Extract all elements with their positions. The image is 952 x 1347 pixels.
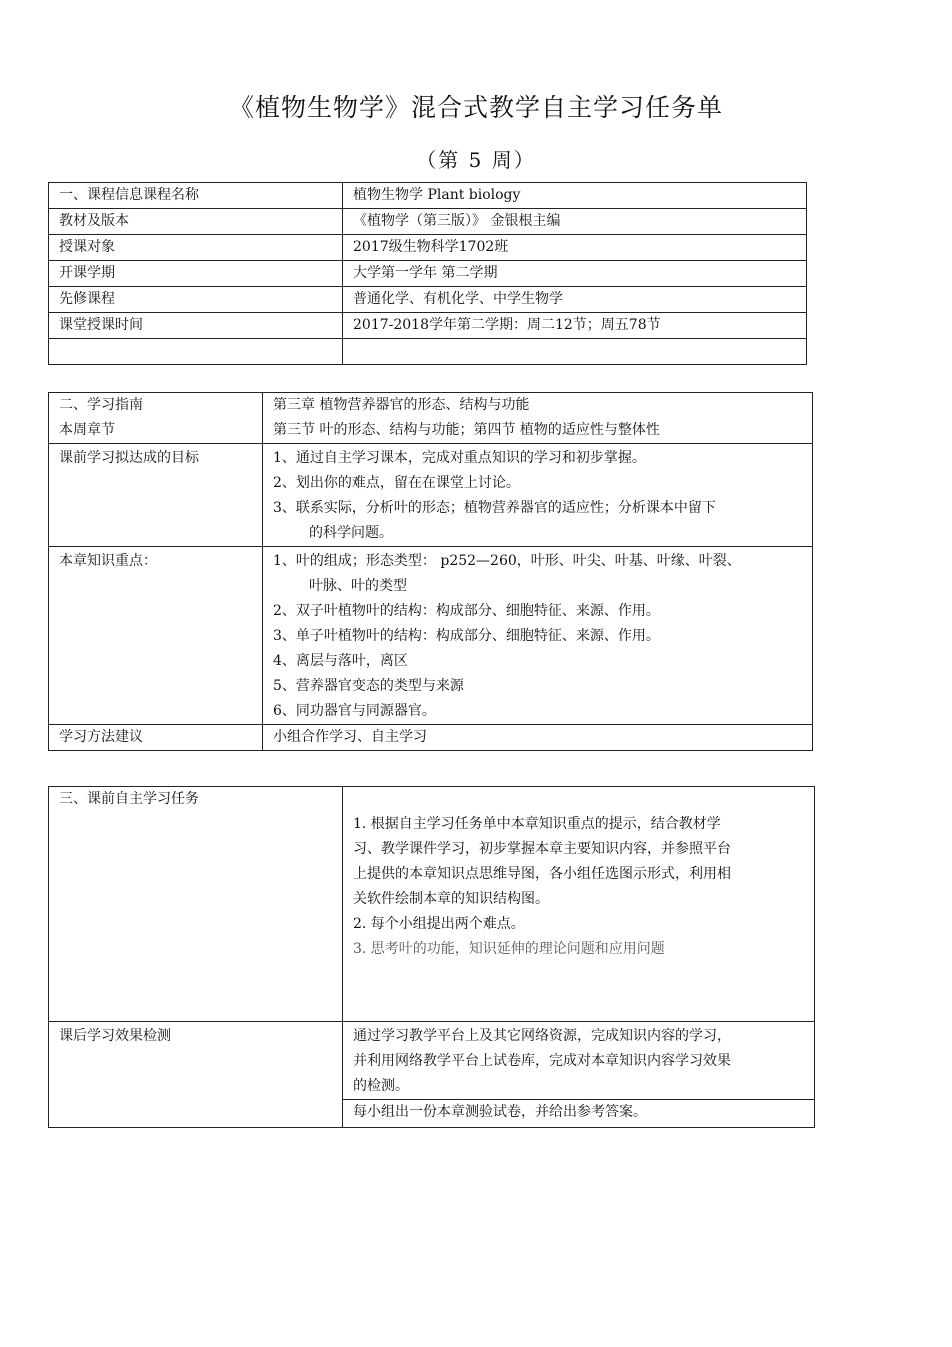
study-guide-table: [48, 392, 813, 751]
post-class-extra: 每小组出一份本章测验试卷，并给出参考答案。: [343, 1100, 815, 1128]
list-item: 3、联系实际，分析叶的形态；植物营养器官的适应性；分析课本中留下: [273, 500, 716, 516]
table-row: [49, 444, 813, 547]
class-time-value: 2017-2018学年第二学期：周二12节；周五78节: [343, 313, 807, 339]
textbook-value: 《植物学（第三版）》 金银根主编: [343, 209, 807, 235]
audience-label: 授课对象: [49, 235, 343, 261]
table-row: [49, 725, 813, 751]
list-item: 叶脉、叶的类型: [309, 578, 407, 594]
semester-label: 开课学期: [49, 261, 343, 287]
list-item: 3. 思考叶的功能，知识延伸的理论问题和应用问题: [353, 941, 665, 957]
tasks-table: [48, 786, 815, 1128]
week-chapter-label: 本周章节: [59, 422, 115, 438]
list-item: 习、教学课件学习，初步掌握本章主要知识内容，并参照平台: [353, 841, 731, 857]
week-subtitle: （第 5 周）: [416, 148, 536, 172]
post-class-label: 课后学习效果检测: [49, 1022, 343, 1128]
table-row: [49, 1022, 815, 1100]
list-item: 的科学问题。: [309, 525, 393, 541]
chapter-value-cell: [263, 393, 813, 444]
list-item: 2. 每个小组提出两个难点。: [353, 916, 525, 932]
table-row: [49, 547, 813, 725]
method-label: 学习方法建议: [49, 725, 263, 751]
list-item: 1、叶的组成；形态类型： p252—260，叶形、叶尖、叶基、叶缘、叶裂、: [273, 553, 741, 569]
list-item: 关软件绘制本章的知识结构图。: [353, 891, 549, 907]
goals-cell: [263, 444, 813, 547]
class-time-label: 课堂授课时间: [49, 313, 343, 339]
table-row: [49, 787, 815, 1022]
list-item: 2、双子叶植物叶的结构：构成部分、细胞特征、来源、作用。: [273, 603, 660, 619]
list-item: 并利用网络教学平台上试卷库，完成对本章知识内容学习效果: [353, 1053, 731, 1069]
page-title: 《植物生物学》混合式教学自主学习任务单: [228, 93, 723, 122]
course-name-value: 植物生物学 Plant biology: [343, 183, 807, 209]
empty-cell: [49, 339, 343, 365]
guide-label: 二、学习指南: [59, 397, 143, 413]
chapter-label-cell: [49, 393, 263, 444]
list-item: 2、划出你的难点，留在在课堂上讨论。: [273, 475, 520, 491]
table-row: [49, 209, 807, 235]
list-item: 上提供的本章知识点思维导图，各小组任选图示形式，利用相: [353, 866, 731, 882]
prerequisite-value: 普通化学、有机化学、中学生物学: [343, 287, 807, 313]
post-class-tasks-cell: [343, 1022, 815, 1100]
course-info-table: [48, 182, 807, 365]
list-item: 6、同功器官与同源器官。: [273, 703, 436, 719]
table-row: [49, 339, 807, 365]
table-row: [49, 183, 807, 209]
chapter-title: 第三章 植物营养器官的形态、结构与功能: [273, 397, 530, 413]
pre-class-label: 三、课前自主学习任务: [49, 787, 343, 1022]
list-item: 1. 根据自主学习任务单中本章知识重点的提示，结合教材学: [353, 816, 721, 832]
section-titles: 第三节 叶的形态、结构与功能；第四节 植物的适应性与整体性: [273, 422, 660, 438]
list-item: 的检测。: [353, 1078, 409, 1094]
textbook-label: 教材及版本: [49, 209, 343, 235]
pre-class-tasks-cell: [343, 787, 815, 1022]
course-name-label: 一、课程信息课程名称: [49, 183, 343, 209]
list-item: 3、单子叶植物叶的结构：构成部分、细胞特征、来源、作用。: [273, 628, 660, 644]
key-points-label: 本章知识重点：: [49, 547, 263, 725]
table-row: [49, 261, 807, 287]
goals-label: 课前学习拟达成的目标: [49, 444, 263, 547]
empty-cell: [343, 339, 807, 365]
semester-value: 大学第一学年 第二学期: [343, 261, 807, 287]
audience-value: 2017级生物科学1702班: [343, 235, 807, 261]
prerequisite-label: 先修课程: [49, 287, 343, 313]
list-item: 4、离层与落叶，离区: [273, 653, 408, 669]
table-row: [49, 393, 813, 444]
list-item: 5、营养器官变态的类型与来源: [273, 678, 464, 694]
table-row: [49, 287, 807, 313]
table-row: [49, 313, 807, 339]
table-row: [49, 235, 807, 261]
method-value: 小组合作学习、自主学习: [263, 725, 813, 751]
list-item: 1、通过自主学习课本，完成对重点知识的学习和初步掌握。: [273, 450, 646, 466]
list-item: 通过学习教学平台上及其它网络资源，完成知识内容的学习，: [353, 1028, 731, 1044]
key-points-cell: [263, 547, 813, 725]
